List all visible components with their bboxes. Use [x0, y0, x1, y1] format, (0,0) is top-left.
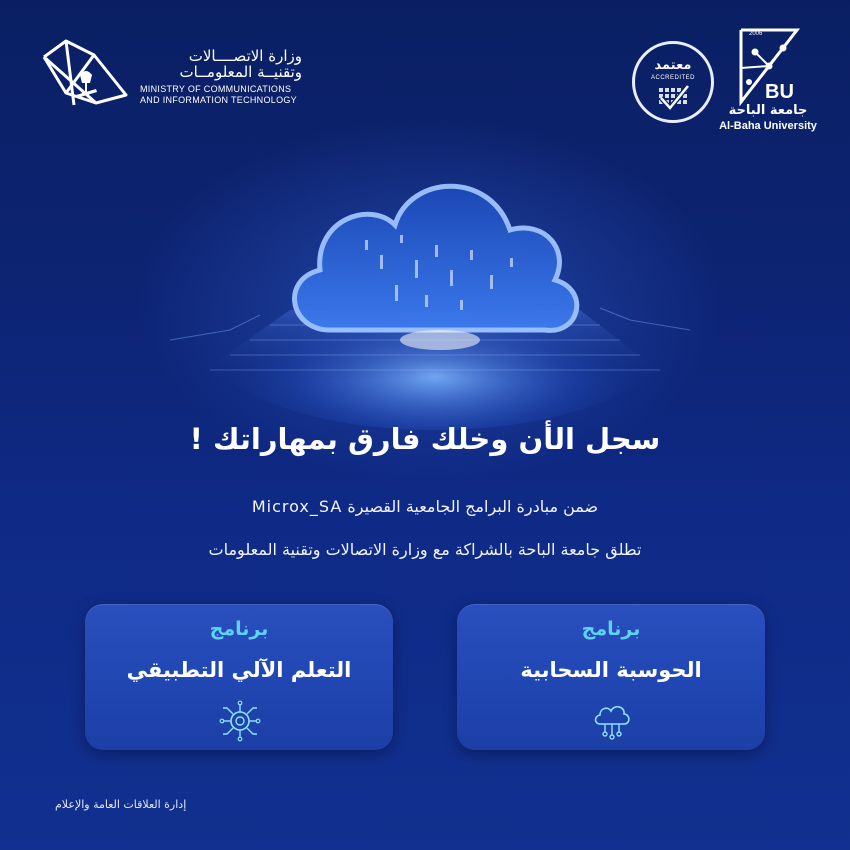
checkmark-seal-icon [657, 84, 691, 112]
university-year: 2006 [749, 31, 763, 37]
accredited-label-en: ACCREDITED [650, 75, 695, 81]
ministry-name-ar-line2: وتقنيــة المعلومــات [179, 63, 302, 81]
accredited-seal [632, 41, 714, 123]
ministry-name-ar-line1: وزارة الاتصــــالات [188, 47, 302, 65]
initiative-line: ضمن مبادرة البرامج الجامعية القصيرة Microx_SA [251, 497, 599, 516]
program-card-cloud-computing[interactable] [457, 604, 765, 750]
partnership-line: تطلق جامعة الباحة بالشراكة مع وزارة الاتصالات وتقنية المعلومات [208, 540, 642, 559]
ministry-name [140, 48, 310, 106]
headline: سجل الأن وخلك فارق بمهاراتك ! [189, 422, 661, 456]
cloud-laptop-illustration [150, 140, 710, 440]
program-label: برنامج [209, 618, 269, 640]
cloud-network-icon [591, 700, 633, 742]
program-label: برنامج [581, 618, 641, 640]
ministry-name-en-line1: MINISTRY OF COMMUNICATIONS [140, 84, 292, 94]
program-title: الحوسبة السحابية [520, 658, 702, 682]
footer-department: إدارة العلاقات العامة والإعلام [55, 798, 187, 811]
university-abbr: BU [765, 81, 794, 103]
program-card-applied-machine-learning[interactable] [85, 604, 393, 750]
ministry-name-en-line2: AND INFORMATION TECHNOLOGY [140, 95, 297, 105]
program-title: التعلم الآلي التطبيقي [126, 658, 352, 682]
chip-circuit-icon [219, 700, 261, 742]
university-logo [735, 28, 805, 108]
ministry-emblem-icon [36, 35, 136, 110]
ministry-name-en [140, 84, 310, 106]
university-name-ar: جامعة الباحة [728, 103, 808, 118]
accredited-label-ar: معتمد [654, 58, 692, 73]
university-name-en: Al-Baha University [719, 120, 817, 132]
